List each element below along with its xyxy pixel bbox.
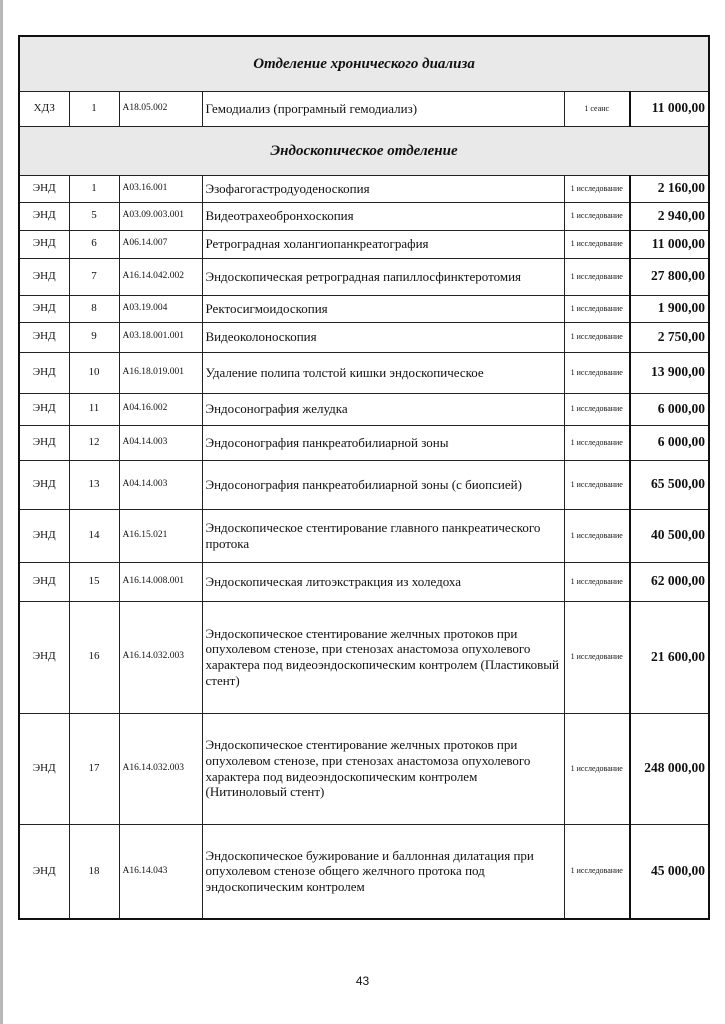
table-row bbox=[19, 824, 709, 919]
service-name-cell: Эндосонография желудка bbox=[202, 393, 564, 425]
code-cell: A16.15.021 bbox=[119, 509, 202, 562]
number-cell: 5 bbox=[69, 202, 119, 230]
unit-cell: 1 исследование bbox=[564, 425, 630, 460]
table-row bbox=[19, 562, 709, 601]
code-cell: A03.19.004 bbox=[119, 295, 202, 322]
price-cell: 248 000,00 bbox=[630, 713, 709, 824]
dept-cell: ЭНД bbox=[19, 230, 69, 258]
table-row bbox=[19, 202, 709, 230]
service-name-cell: Эндосонография панкреатобилиарной зоны (с биопсией) bbox=[202, 460, 564, 509]
unit-cell: 1 исследование bbox=[564, 824, 630, 919]
price-cell: 6 000,00 bbox=[630, 425, 709, 460]
number-cell: 12 bbox=[69, 425, 119, 460]
price-cell: 21 600,00 bbox=[630, 601, 709, 713]
table-row bbox=[19, 352, 709, 393]
number-cell: 7 bbox=[69, 258, 119, 295]
dept-cell: ЭНД bbox=[19, 562, 69, 601]
code-cell: A18.05.002 bbox=[119, 91, 202, 126]
unit-cell: 1 исследование bbox=[564, 393, 630, 425]
service-name-cell: Эндоскопическая ретроградная папиллосфинктеротомия bbox=[202, 258, 564, 295]
unit-cell: 1 исследование bbox=[564, 175, 630, 202]
number-cell: 1 bbox=[69, 175, 119, 202]
service-name-cell: Эндоскопическое стентирование главного панкреатического протока bbox=[202, 509, 564, 562]
service-name-cell: Эндоскопическое стентирование желчных протоков при опухолевом стенозе, при стенозах анастомоза опухолевого характера под видеоэндоскопическим контролем (Нитиноловый стент) bbox=[202, 713, 564, 824]
section-header bbox=[19, 126, 709, 175]
unit-cell: 1 исследование bbox=[564, 322, 630, 352]
price-cell: 2 750,00 bbox=[630, 322, 709, 352]
service-name-cell: Эндоскопическое стентирование желчных протоков при опухолевом стенозе, при стенозах анастомоза опухолевого характера под видеоэндоскопическим контролем (Пластиковый стент) bbox=[202, 601, 564, 713]
dept-cell: ЭНД bbox=[19, 175, 69, 202]
table-row bbox=[19, 460, 709, 509]
service-name-cell: Ректосигмоидоскопия bbox=[202, 295, 564, 322]
number-cell: 9 bbox=[69, 322, 119, 352]
number-cell: 11 bbox=[69, 393, 119, 425]
service-name-cell: Эндосонография панкреатобилиарной зоны bbox=[202, 425, 564, 460]
number-cell: 8 bbox=[69, 295, 119, 322]
section-title: Отделение хронического диализа bbox=[19, 36, 709, 91]
table-row bbox=[19, 601, 709, 713]
number-cell: 10 bbox=[69, 352, 119, 393]
unit-cell: 1 исследование bbox=[564, 352, 630, 393]
dept-cell: ХДЗ bbox=[19, 91, 69, 126]
dept-cell: ЭНД bbox=[19, 824, 69, 919]
code-cell: A04.16.002 bbox=[119, 393, 202, 425]
dept-cell: ЭНД bbox=[19, 393, 69, 425]
table-row bbox=[19, 393, 709, 425]
price-cell: 2 160,00 bbox=[630, 175, 709, 202]
unit-cell: 1 сеанс bbox=[564, 91, 630, 126]
price-cell: 65 500,00 bbox=[630, 460, 709, 509]
dept-cell: ЭНД bbox=[19, 202, 69, 230]
unit-cell: 1 исследование bbox=[564, 295, 630, 322]
service-name-cell: Видеотрахеобронхоскопия bbox=[202, 202, 564, 230]
service-name-cell: Видеоколоноскопия bbox=[202, 322, 564, 352]
code-cell: A03.16.001 bbox=[119, 175, 202, 202]
price-cell: 40 500,00 bbox=[630, 509, 709, 562]
dept-cell: ЭНД bbox=[19, 295, 69, 322]
price-table bbox=[18, 35, 710, 920]
price-cell: 11 000,00 bbox=[630, 91, 709, 126]
code-cell: A16.14.032.003 bbox=[119, 713, 202, 824]
page-number: 43 bbox=[355, 974, 370, 988]
table-row bbox=[19, 509, 709, 562]
service-name-cell: Удаление полипа толстой кишки эндоскопическое bbox=[202, 352, 564, 393]
table-row bbox=[19, 322, 709, 352]
table-row bbox=[19, 425, 709, 460]
table-row bbox=[19, 713, 709, 824]
unit-cell: 1 исследование bbox=[564, 258, 630, 295]
dept-cell: ЭНД bbox=[19, 460, 69, 509]
table-row bbox=[19, 175, 709, 202]
price-cell: 11 000,00 bbox=[630, 230, 709, 258]
dept-cell: ЭНД bbox=[19, 509, 69, 562]
unit-cell: 1 исследование bbox=[564, 509, 630, 562]
number-cell: 16 bbox=[69, 601, 119, 713]
unit-cell: 1 исследование bbox=[564, 562, 630, 601]
price-cell: 6 000,00 bbox=[630, 393, 709, 425]
section-header bbox=[19, 36, 709, 91]
code-cell: A16.14.043 bbox=[119, 824, 202, 919]
number-cell: 15 bbox=[69, 562, 119, 601]
code-cell: A16.14.008.001 bbox=[119, 562, 202, 601]
code-cell: A16.14.032.003 bbox=[119, 601, 202, 713]
number-cell: 17 bbox=[69, 713, 119, 824]
number-cell: 13 bbox=[69, 460, 119, 509]
unit-cell: 1 исследование bbox=[564, 460, 630, 509]
code-cell: A04.14.003 bbox=[119, 460, 202, 509]
number-cell: 18 bbox=[69, 824, 119, 919]
unit-cell: 1 исследование bbox=[564, 601, 630, 713]
dept-cell: ЭНД bbox=[19, 352, 69, 393]
table-row bbox=[19, 230, 709, 258]
service-name-cell: Эзофагогастродуоденоскопия bbox=[202, 175, 564, 202]
code-cell: A03.09.003.001 bbox=[119, 202, 202, 230]
section-title: Эндоскопическое отделение bbox=[19, 126, 709, 175]
number-cell: 6 bbox=[69, 230, 119, 258]
price-cell: 13 900,00 bbox=[630, 352, 709, 393]
code-cell: A16.18.019.001 bbox=[119, 352, 202, 393]
dept-cell: ЭНД bbox=[19, 322, 69, 352]
service-name-cell: Эндоскопическая литоэкстракция из холедоха bbox=[202, 562, 564, 601]
unit-cell: 1 исследование bbox=[564, 713, 630, 824]
code-cell: A03.18.001.001 bbox=[119, 322, 202, 352]
scan-edge bbox=[0, 0, 3, 1024]
dept-cell: ЭНД bbox=[19, 258, 69, 295]
number-cell: 1 bbox=[69, 91, 119, 126]
price-cell: 1 900,00 bbox=[630, 295, 709, 322]
unit-cell: 1 исследование bbox=[564, 202, 630, 230]
table-row bbox=[19, 91, 709, 126]
code-cell: A16.14.042.002 bbox=[119, 258, 202, 295]
dept-cell: ЭНД bbox=[19, 601, 69, 713]
price-cell: 62 000,00 bbox=[630, 562, 709, 601]
price-cell: 2 940,00 bbox=[630, 202, 709, 230]
price-cell: 27 800,00 bbox=[630, 258, 709, 295]
dept-cell: ЭНД bbox=[19, 713, 69, 824]
code-cell: A06.14.007 bbox=[119, 230, 202, 258]
price-cell: 45 000,00 bbox=[630, 824, 709, 919]
service-name-cell: Эндоскопическое бужирование и баллонная дилатация при опухолевом стенозе общего желчного протока под эндоскопическим контролем bbox=[202, 824, 564, 919]
number-cell: 14 bbox=[69, 509, 119, 562]
table-row bbox=[19, 258, 709, 295]
code-cell: A04.14.003 bbox=[119, 425, 202, 460]
service-name-cell: Ретроградная холангиопанкреатография bbox=[202, 230, 564, 258]
service-name-cell: Гемодиализ (програмный гемодиализ) bbox=[202, 91, 564, 126]
unit-cell: 1 исследование bbox=[564, 230, 630, 258]
table-row bbox=[19, 295, 709, 322]
dept-cell: ЭНД bbox=[19, 425, 69, 460]
